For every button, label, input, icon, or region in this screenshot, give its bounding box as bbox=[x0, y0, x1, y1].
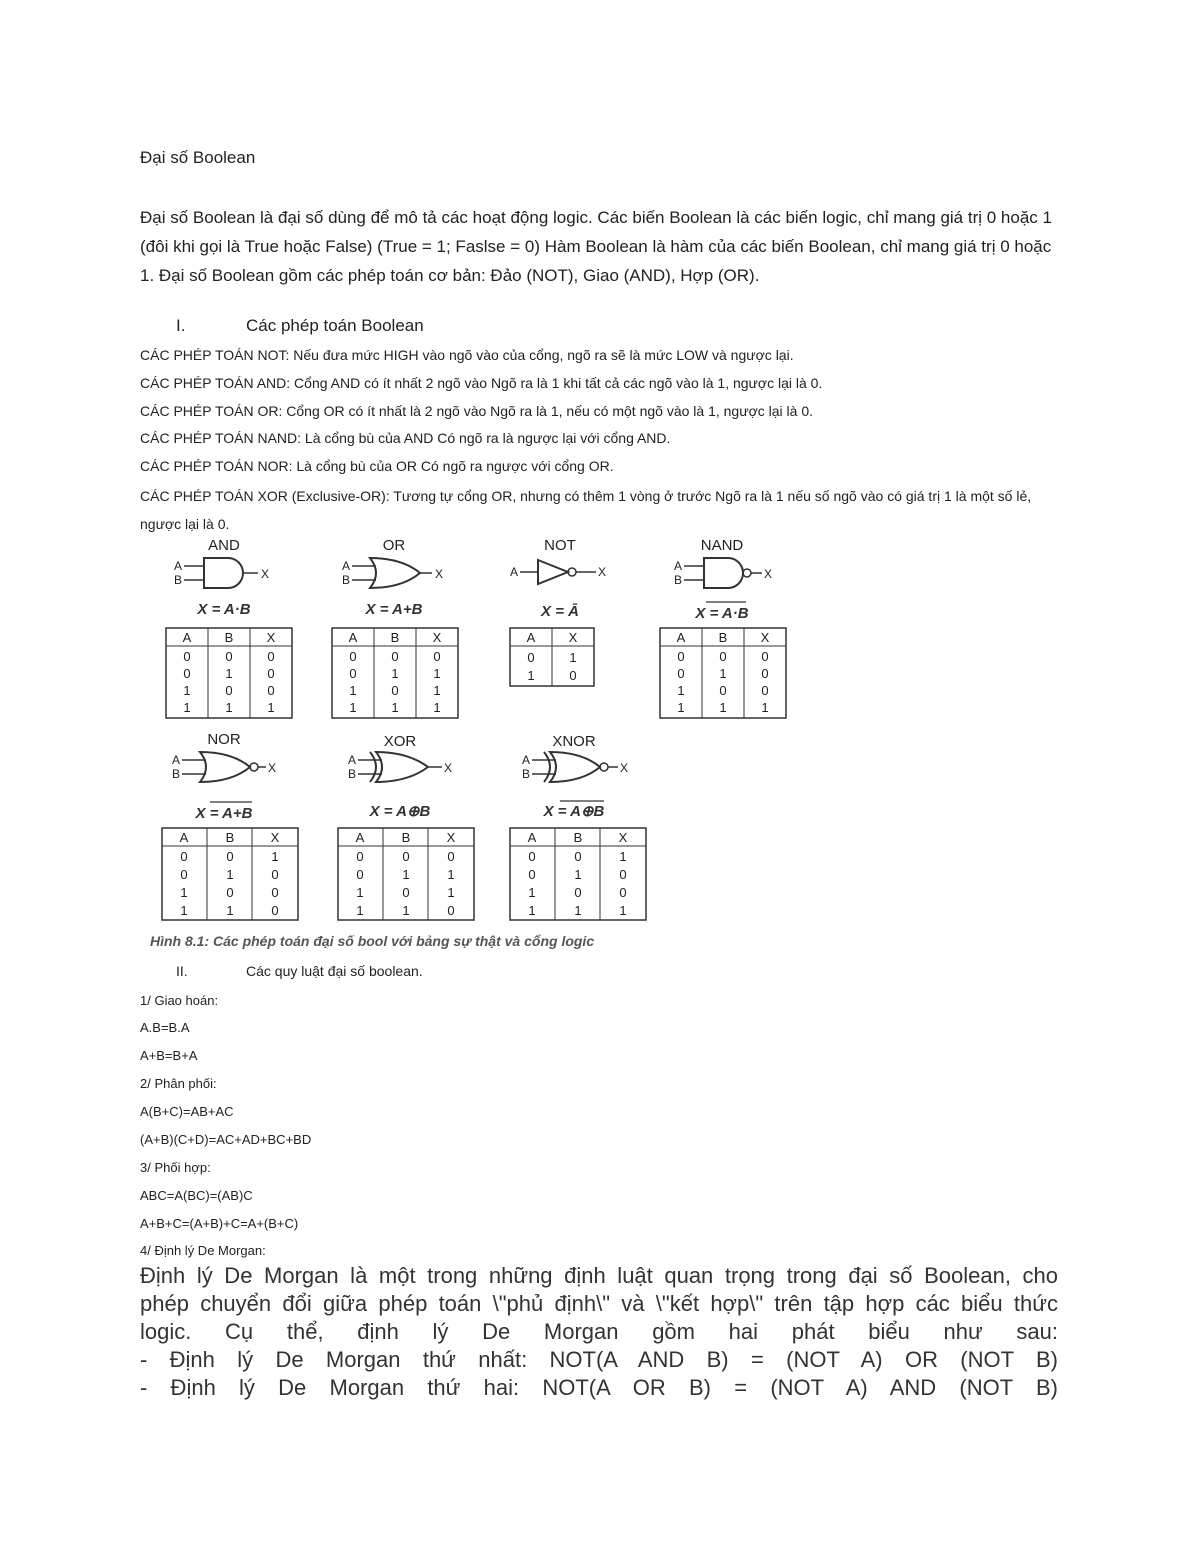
tt-header: X bbox=[568, 630, 578, 645]
tt-cell: 0 bbox=[183, 666, 191, 681]
pin-x: X bbox=[261, 567, 270, 581]
tt-cell: 0 bbox=[356, 867, 364, 882]
pin-x: X bbox=[268, 761, 277, 775]
figure-caption: Hình 8.1: Các phép toán đại số bool với bảng sự thật và cổng logic bbox=[150, 933, 595, 949]
tt-cell: 0 bbox=[267, 683, 275, 698]
tt-cell: 1 bbox=[569, 650, 577, 665]
tt-cell: 0 bbox=[574, 849, 582, 864]
logic-gates-figure bbox=[146, 528, 806, 952]
tt-cell: 0 bbox=[271, 903, 279, 918]
tt-cell: 1 bbox=[433, 683, 441, 698]
tt-cell: 0 bbox=[225, 649, 233, 664]
gate-and bbox=[166, 537, 292, 718]
tt-cell: 1 bbox=[527, 668, 535, 683]
tt-cell: 1 bbox=[619, 849, 627, 864]
tt-cell: 0 bbox=[619, 885, 627, 900]
tt-cell: 1 bbox=[180, 885, 188, 900]
tt-cell: 1 bbox=[226, 867, 234, 882]
tt-cell: 1 bbox=[271, 849, 279, 864]
tt-cell: 1 bbox=[183, 700, 191, 715]
gate-or-title: OR bbox=[382, 537, 406, 554]
tt-cell: 1 bbox=[719, 700, 727, 715]
tt-header: A bbox=[527, 830, 537, 845]
tt-header: B bbox=[224, 630, 234, 645]
tt-header: X bbox=[618, 830, 628, 845]
tt-header: A bbox=[348, 630, 358, 645]
tt-cell: 0 bbox=[180, 849, 188, 864]
gate-or bbox=[332, 537, 458, 718]
op-not: CÁC PHÉP TOÁN NOT: Nếu đưa mức HIGH vào ngõ vào của cổng, ngõ ra sẽ là mức LOW và ngược lại. bbox=[140, 347, 794, 363]
section-1-title: Các phép toán Boolean bbox=[246, 316, 424, 335]
pin-a: A bbox=[674, 559, 683, 573]
nor-gate-symbol bbox=[200, 752, 250, 782]
gate-nand-title: NAND bbox=[700, 537, 744, 554]
tt-cell: 0 bbox=[349, 666, 357, 681]
gate-xor-title: XOR bbox=[383, 733, 417, 750]
gate-nor-title: NOR bbox=[207, 731, 241, 748]
tt-cell: 0 bbox=[391, 649, 399, 664]
tt-cell: 1 bbox=[180, 903, 188, 918]
tt-cell: 0 bbox=[528, 867, 536, 882]
tt-cell: 0 bbox=[402, 885, 410, 900]
pin-b: B bbox=[674, 573, 683, 587]
gate-xor-formula: X = A⊕B bbox=[369, 803, 431, 820]
tt-header: B bbox=[718, 630, 728, 645]
law-heading-associative: 3/ Phối hợp: bbox=[140, 1160, 211, 1175]
truth-table-xor bbox=[338, 828, 474, 920]
tt-cell: 1 bbox=[267, 700, 275, 715]
tt-cell: 1 bbox=[391, 700, 399, 715]
law-line: A.B=B.A bbox=[140, 1020, 190, 1035]
tt-cell: 1 bbox=[761, 700, 769, 715]
tt-cell: 1 bbox=[528, 903, 536, 918]
truth-table-xnor bbox=[510, 828, 646, 920]
tt-cell: 1 bbox=[356, 903, 364, 918]
truth-table-or bbox=[332, 628, 458, 718]
or-gate-symbol bbox=[370, 558, 420, 588]
tt-cell: 0 bbox=[761, 649, 769, 664]
section-2-title: Các quy luật đại số boolean. bbox=[246, 963, 423, 979]
section-1-heading bbox=[176, 316, 576, 338]
tt-cell: 1 bbox=[349, 683, 357, 698]
tt-cell: 1 bbox=[433, 700, 441, 715]
pin-b: B bbox=[522, 767, 531, 781]
tt-header: A bbox=[355, 830, 365, 845]
pin-x: X bbox=[444, 761, 453, 775]
section-2-number: II. bbox=[176, 963, 188, 979]
law-line: A(B+C)=AB+AC bbox=[140, 1104, 234, 1119]
tt-header: X bbox=[270, 830, 280, 845]
truth-table-nand bbox=[660, 628, 786, 718]
gate-not-formula: X = Ā bbox=[541, 603, 579, 620]
tt-cell: 0 bbox=[225, 683, 233, 698]
nand-gate-symbol bbox=[704, 558, 743, 588]
gate-xnor bbox=[510, 733, 646, 920]
tt-cell: 0 bbox=[527, 650, 535, 665]
tt-header: A bbox=[526, 630, 536, 645]
pin-x: X bbox=[620, 761, 629, 775]
tt-cell: 1 bbox=[349, 700, 357, 715]
op-nor: CÁC PHÉP TOÁN NOR: Là cổng bù của OR Có ngõ ra ngược với cổng OR. bbox=[140, 458, 614, 474]
tt-cell: 0 bbox=[528, 849, 536, 864]
tt-cell: 0 bbox=[677, 666, 685, 681]
tt-cell: 1 bbox=[677, 700, 685, 715]
tt-cell: 1 bbox=[391, 666, 399, 681]
tt-cell: 1 bbox=[433, 666, 441, 681]
tt-cell: 0 bbox=[349, 649, 357, 664]
tt-header: A bbox=[179, 830, 189, 845]
pin-a: A bbox=[348, 753, 357, 767]
truth-table-not bbox=[510, 628, 594, 686]
tt-cell: 1 bbox=[225, 700, 233, 715]
pin-a: A bbox=[342, 559, 351, 573]
tt-cell: 0 bbox=[433, 649, 441, 664]
op-and: CÁC PHÉP TOÁN AND: Cổng AND có ít nhất 2 ngõ vào Ngõ ra là 1 khi tất cả các ngõ vào là 1, ngược lại là 0. bbox=[140, 375, 823, 391]
law-heading-commutative: 1/ Giao hoán: bbox=[140, 993, 219, 1008]
and-gate-symbol bbox=[204, 558, 243, 588]
tt-cell: 1 bbox=[402, 903, 410, 918]
tt-header: B bbox=[225, 830, 235, 845]
gate-and-title: AND bbox=[208, 537, 240, 554]
law-line: ABC=A(BC)=(AB)C bbox=[140, 1188, 253, 1203]
tt-cell: 1 bbox=[719, 666, 727, 681]
tt-header: B bbox=[390, 630, 400, 645]
pin-x: X bbox=[435, 567, 444, 581]
gate-not bbox=[510, 537, 606, 686]
tt-header: B bbox=[401, 830, 411, 845]
tt-header: X bbox=[760, 630, 770, 645]
law-line: A+B+C=(A+B)+C=A+(B+C) bbox=[140, 1216, 299, 1231]
pin-a: A bbox=[174, 559, 183, 573]
tt-cell: 0 bbox=[619, 867, 627, 882]
pin-b: B bbox=[342, 573, 351, 587]
law-line: (A+B)(C+D)=AC+AD+BC+BD bbox=[140, 1132, 312, 1147]
tt-cell: 0 bbox=[761, 666, 769, 681]
tt-cell: 1 bbox=[447, 867, 455, 882]
tt-cell: 0 bbox=[569, 668, 577, 683]
tt-cell: 0 bbox=[271, 885, 279, 900]
tt-cell: 1 bbox=[677, 683, 685, 698]
tt-cell: 1 bbox=[356, 885, 364, 900]
demorgan-paragraph bbox=[140, 1262, 1058, 1402]
op-nand: CÁC PHÉP TOÁN NAND: Là cổng bù của AND Có ngõ ra là ngược lại với cổng AND. bbox=[140, 430, 671, 446]
tt-cell: 0 bbox=[226, 885, 234, 900]
tt-cell: 0 bbox=[356, 849, 364, 864]
tt-header: X bbox=[266, 630, 276, 645]
tt-cell: 1 bbox=[226, 903, 234, 918]
tt-cell: 0 bbox=[574, 885, 582, 900]
op-xor: CÁC PHÉP TOÁN XOR (Exclusive-OR): Tương tự cổng OR, nhưng có thêm 1 vòng ở trước Ngõ ra là 1 nếu số ngõ vào có giá trị 1 là một số lẻ, ngược lại là 0. bbox=[140, 488, 1032, 532]
tt-cell: 0 bbox=[226, 849, 234, 864]
tt-cell: 0 bbox=[402, 849, 410, 864]
tt-cell: 1 bbox=[447, 885, 455, 900]
tt-header: X bbox=[432, 630, 442, 645]
pin-a: A bbox=[522, 753, 531, 767]
tt-cell: 1 bbox=[574, 867, 582, 882]
pin-x: X bbox=[764, 567, 773, 581]
tt-cell: 0 bbox=[761, 683, 769, 698]
gate-and-formula: X = A·B bbox=[197, 601, 251, 618]
tt-cell: 0 bbox=[447, 903, 455, 918]
gate-xnor-title: XNOR bbox=[552, 733, 596, 750]
tt-cell: 0 bbox=[180, 867, 188, 882]
gate-nor bbox=[162, 731, 298, 920]
not-gate-symbol bbox=[538, 560, 568, 584]
tt-cell: 0 bbox=[447, 849, 455, 864]
doc-title: Đại số Boolean bbox=[140, 148, 256, 167]
tt-cell: 1 bbox=[402, 867, 410, 882]
gate-not-title: NOT bbox=[544, 537, 576, 554]
pin-a: A bbox=[172, 753, 181, 767]
tt-cell: 0 bbox=[267, 649, 275, 664]
tt-cell: 1 bbox=[619, 903, 627, 918]
law-heading-distributive: 2/ Phân phối: bbox=[140, 1076, 217, 1091]
gate-nor-formula: X = A+B bbox=[195, 805, 253, 822]
op-or: CÁC PHÉP TOÁN OR: Cổng OR có ít nhất là 2 ngõ vào Ngõ ra là 1, nếu có một ngõ vào là 1, ngược lại là 0. bbox=[140, 403, 814, 419]
tt-cell: 1 bbox=[225, 666, 233, 681]
tt-cell: 0 bbox=[267, 666, 275, 681]
demorgan-line: Định lý De Morgan là một trong những định luật quan trọng trong đại số Boolean, cho bbox=[140, 1263, 1058, 1288]
xor-gate-symbol bbox=[376, 752, 428, 782]
gate-nand-formula: X = A·B bbox=[695, 605, 749, 622]
tt-header: A bbox=[182, 630, 192, 645]
pin-b: B bbox=[348, 767, 357, 781]
law-line: A+B=B+A bbox=[140, 1048, 198, 1063]
tt-cell: 1 bbox=[183, 683, 191, 698]
demorgan-line: - Định lý De Morgan thứ hai: NOT(A OR B) = (NOT A) AND (NOT B) bbox=[140, 1375, 1058, 1400]
truth-table-and bbox=[166, 628, 292, 718]
tt-cell: 0 bbox=[391, 683, 399, 698]
pin-a: A bbox=[510, 565, 519, 579]
xnor-gate-symbol bbox=[550, 752, 600, 782]
pin-x: X bbox=[598, 565, 607, 579]
gate-or-formula: X = A+B bbox=[365, 601, 423, 618]
truth-table-nor bbox=[162, 828, 298, 920]
tt-header: B bbox=[573, 830, 583, 845]
gate-nand bbox=[660, 537, 786, 718]
section-1-number: I. bbox=[176, 316, 186, 335]
intro-paragraph: Đại số Boolean là đại số dùng để mô tả các hoạt động logic. Các biến Boolean là các biến logic, chỉ mang giá trị 0 hoặc 1 (đôi khi gọi là True hoặc False) (True = 1; Faslse = 0) Hàm Boolean là hàm của các biến Boolean, chỉ mang giá trị 0 hoặc 1. Đại số Boolean gồm các phép toán cơ bản: Đảo (NOT), Giao (AND), Hợp (OR). bbox=[140, 208, 1052, 285]
pin-b: B bbox=[172, 767, 181, 781]
law-heading-demorgan: 4/ Định lý De Morgan: bbox=[140, 1243, 266, 1258]
tt-header: X bbox=[446, 830, 456, 845]
tt-cell: 1 bbox=[528, 885, 536, 900]
tt-header: A bbox=[676, 630, 686, 645]
pin-b: B bbox=[174, 573, 183, 587]
gate-xnor-formula: X = A⊕B bbox=[543, 803, 605, 820]
tt-cell: 0 bbox=[719, 649, 727, 664]
section-2-heading bbox=[176, 963, 576, 983]
tt-cell: 0 bbox=[271, 867, 279, 882]
tt-cell: 0 bbox=[677, 649, 685, 664]
demorgan-line: logic. Cụ thể, định lý De Morgan gồm hai phát biểu như sau: bbox=[140, 1319, 1058, 1344]
tt-cell: 1 bbox=[574, 903, 582, 918]
tt-cell: 0 bbox=[183, 649, 191, 664]
tt-cell: 0 bbox=[719, 683, 727, 698]
gate-xor bbox=[338, 733, 474, 920]
demorgan-line: - Định lý De Morgan thứ nhất: NOT(A AND B) = (NOT A) OR (NOT B) bbox=[140, 1347, 1058, 1372]
demorgan-line: phép chuyển đổi giữa phép toán \"phủ định\" và \"kết hợp\" trên tập hợp các biểu thức bbox=[140, 1291, 1058, 1316]
